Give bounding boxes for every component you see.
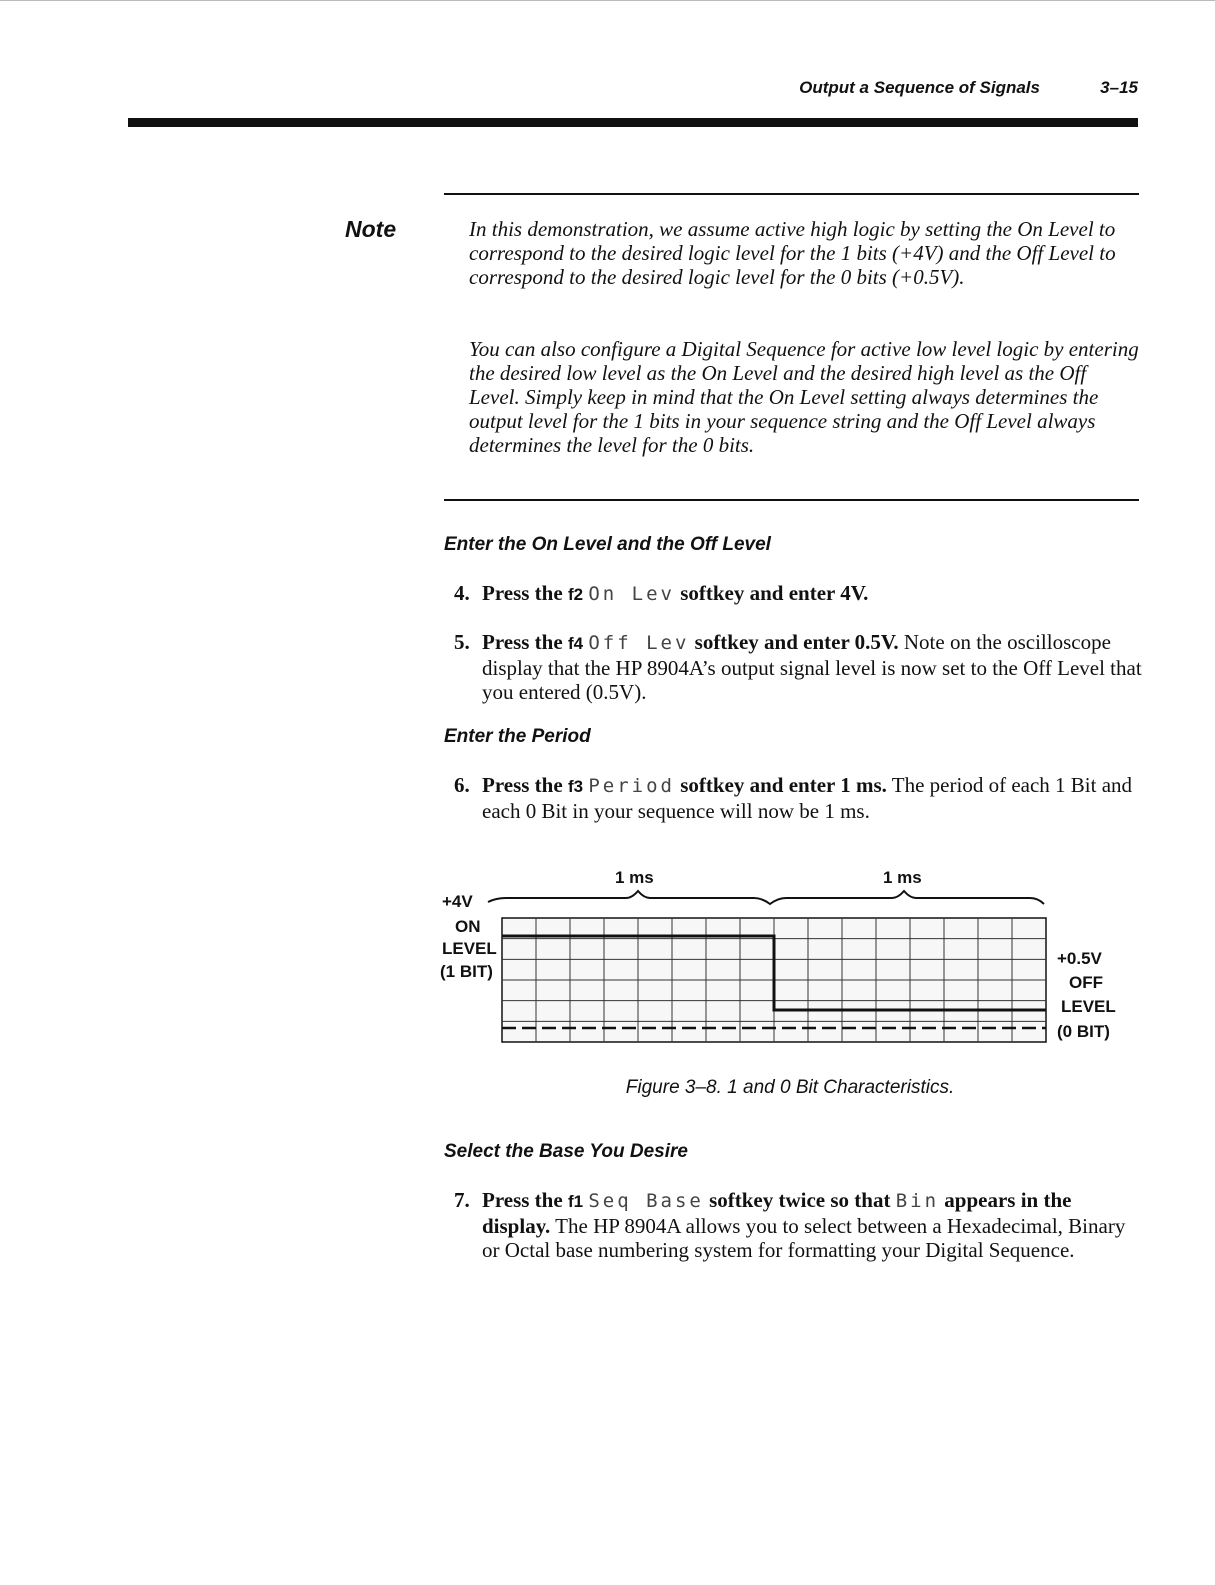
header-rule — [128, 118, 1138, 127]
step-7 — [454, 1188, 1144, 1262]
figure-caption: Figure 3–8. 1 and 0 Bit Characteristics. — [625, 1077, 955, 1098]
left-label-voltage: +4V — [442, 892, 473, 911]
step-explanation: The HP 8904A allows you to select between a Hexadecimal, Binary or Octal base numbering system for formatting your Digital Sequence. — [482, 1214, 1126, 1262]
right-label-off: OFF — [1069, 973, 1103, 992]
page-top-edge — [0, 0, 1215, 1]
softkey-f1: f1 — [567, 1192, 584, 1211]
step-6 — [454, 773, 1144, 823]
step-5 — [454, 630, 1144, 704]
running-header-title: Output a Sequence of Signals — [799, 78, 1040, 97]
left-label-bit: (1 BIT) — [440, 962, 493, 981]
left-label-on: ON — [455, 917, 481, 936]
softkey-f4: f4 — [567, 634, 584, 653]
display-text-period: Period — [588, 775, 675, 797]
step-instruction: softkey and enter 1 ms. — [680, 773, 887, 797]
step-number: 7. — [454, 1188, 470, 1212]
display-text-off-lev: Off Lev — [588, 632, 690, 654]
right-label-level: LEVEL — [1061, 997, 1116, 1016]
bit-characteristics-figure — [440, 870, 1130, 1065]
display-text-seq-base: Seq Base — [588, 1190, 704, 1212]
note-paragraph-2: You can also configure a Digital Sequence for active low level logic by entering the desired low level as the On Level and the desired high level as the Off Level. Simply keep in mind that the On Level setting always determines the output level for the 1 bits in your sequence string and the Off Level always determines the level for the 0 bits. — [469, 337, 1139, 457]
section-heading-levels: Enter the On Level and the Off Level — [444, 534, 771, 555]
note-bottom-rule — [444, 499, 1139, 501]
display-text-bin: Bin — [895, 1190, 940, 1212]
step-number: 6. — [454, 773, 470, 797]
step-press-text: Press the — [482, 630, 563, 654]
step-explanation: Note on the oscilloscope display that the HP 8904A’s output signal level is now set to the Off Level that you entered (0.5V). — [482, 630, 1142, 704]
step-press-text: Press the — [482, 773, 563, 797]
step-instruction: softkey and enter 0.5V. — [694, 630, 899, 654]
step-press-text: Press the — [482, 1188, 563, 1212]
step-instruction: softkey and enter 4V. — [680, 581, 869, 605]
step-press-text: Press the — [482, 581, 563, 605]
right-label-bit: (0 BIT) — [1057, 1022, 1110, 1041]
step-instruction-continued: appears in the display. — [482, 1188, 1072, 1238]
period-label-1: 1 ms — [615, 870, 654, 887]
section-heading-base: Select the Base You Desire — [444, 1141, 688, 1162]
page-number: 3–15 — [1100, 78, 1138, 97]
step-explanation: The period of each 1 Bit and each 0 Bit in your sequence will now be 1 ms. — [482, 773, 1133, 823]
step-instruction: softkey twice so that — [709, 1188, 891, 1212]
right-label-voltage: +0.5V — [1057, 949, 1102, 968]
period-label-2: 1 ms — [883, 870, 922, 887]
note-label: Note — [345, 216, 397, 242]
display-text-on-lev: On Lev — [588, 583, 675, 605]
left-label-level: LEVEL — [442, 939, 497, 958]
note-top-rule — [444, 193, 1139, 195]
note-paragraph-1: In this demonstration, we assume active high logic by setting the On Level to correspond to the desired logic level for the 1 bits (+4V) and the Off Level to correspond to the desired logic level for the 0 bits (+0.5V). — [469, 217, 1116, 289]
softkey-f2: f2 — [567, 585, 584, 604]
step-number: 5. — [454, 630, 470, 654]
section-heading-period: Enter the Period — [444, 726, 591, 747]
softkey-f3: f3 — [567, 777, 584, 796]
step-number: 4. — [454, 581, 470, 605]
step-4 — [454, 581, 1144, 607]
period-brace — [488, 891, 1044, 904]
